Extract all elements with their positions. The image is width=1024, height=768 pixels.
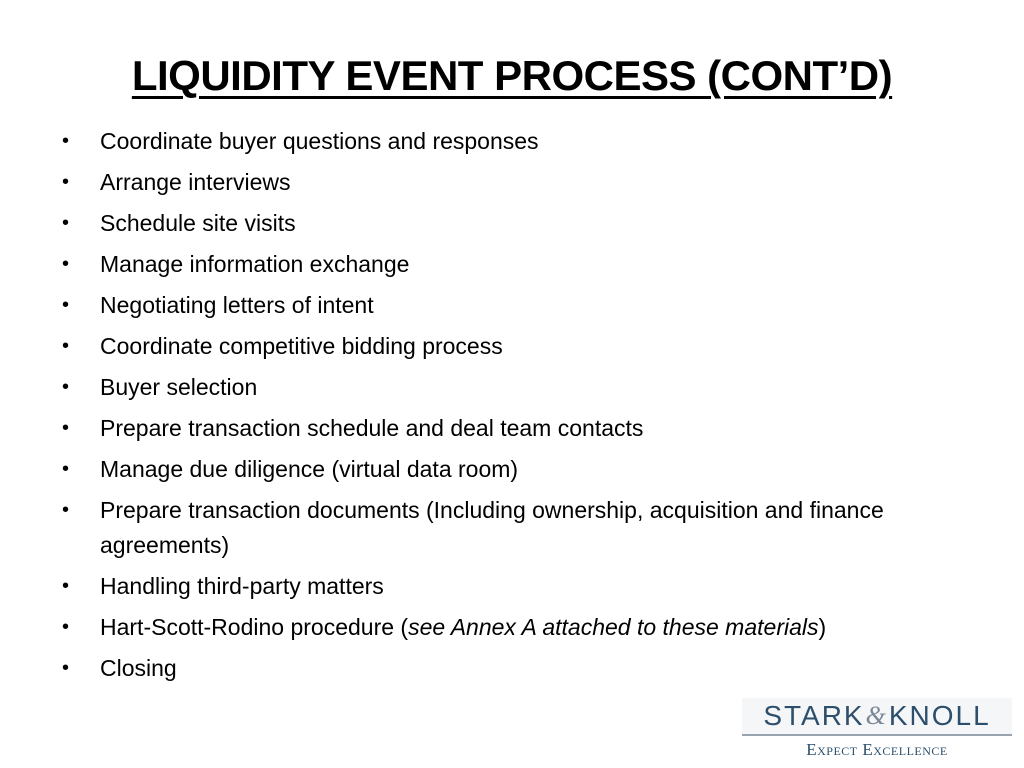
- bullet-item: [60, 493, 940, 563]
- bullet-text: Arrange interviews: [100, 169, 291, 195]
- bullet-text: Manage information exchange: [100, 251, 410, 277]
- bullet-text: Closing: [100, 655, 177, 681]
- bullet-text: Coordinate buyer questions and responses: [100, 128, 539, 154]
- annex-reference: see Annex A attached to these materials: [408, 614, 819, 640]
- bullet-dot-icon: •: [62, 616, 70, 638]
- bullet-item: [60, 329, 940, 364]
- bullet-dot-icon: •: [62, 376, 70, 398]
- bullet-text: Coordinate competitive bidding process: [100, 333, 503, 359]
- bullet-dot-icon: •: [62, 335, 70, 357]
- bullet-text-after: ): [818, 614, 827, 640]
- bullet-dot-icon: •: [62, 253, 70, 275]
- bullet-item: [60, 124, 940, 159]
- logo-left-word: STARK: [763, 700, 865, 731]
- bullet-list: [60, 124, 940, 692]
- bullet-dot-icon: •: [62, 294, 70, 316]
- bullet-item: [60, 452, 940, 487]
- bullet-dot-icon: •: [62, 575, 70, 597]
- bullet-text: Negotiating letters of intent: [100, 292, 374, 318]
- bullet-text: Manage due diligence (virtual data room): [100, 456, 519, 482]
- bullet-item: [60, 206, 940, 241]
- bullet-dot-icon: •: [62, 458, 70, 480]
- logo-wordmark: [742, 698, 1012, 736]
- bullet-text: Schedule site visits: [100, 210, 296, 236]
- bullet-dot-icon: •: [62, 130, 70, 152]
- bullet-item: [60, 651, 940, 686]
- bullet-item: [60, 247, 940, 282]
- bullet-item: [60, 370, 940, 405]
- company-logo: [742, 698, 1012, 762]
- bullet-text-before: Hart-Scott-Rodino procedure (: [100, 614, 409, 640]
- bullet-item: [60, 610, 940, 645]
- slide-title: LIQUIDITY EVENT PROCESS (CONT’D): [131, 52, 893, 99]
- logo-right-word: KNOLL: [888, 700, 991, 731]
- logo-ampersand-icon: &: [865, 701, 888, 730]
- bullet-text: Buyer selection: [100, 374, 258, 400]
- bullet-item: [60, 411, 940, 446]
- bullet-text: Prepare transaction documents (Including ownership, acquisition and finance agreements): [100, 497, 884, 558]
- bullet-dot-icon: •: [62, 417, 70, 439]
- bullet-item: [60, 569, 940, 604]
- bullet-text: Prepare transaction schedule and deal team contacts: [100, 415, 644, 441]
- bullet-text: Handling third-party matters: [100, 573, 384, 599]
- bullet-dot-icon: •: [62, 212, 70, 234]
- bullet-item: [60, 288, 940, 323]
- logo-tagline: Expect Excellence: [806, 740, 948, 759]
- bullet-dot-icon: •: [62, 499, 70, 521]
- bullet-item: [60, 165, 940, 200]
- bullet-dot-icon: •: [62, 171, 70, 193]
- bullet-dot-icon: •: [62, 657, 70, 679]
